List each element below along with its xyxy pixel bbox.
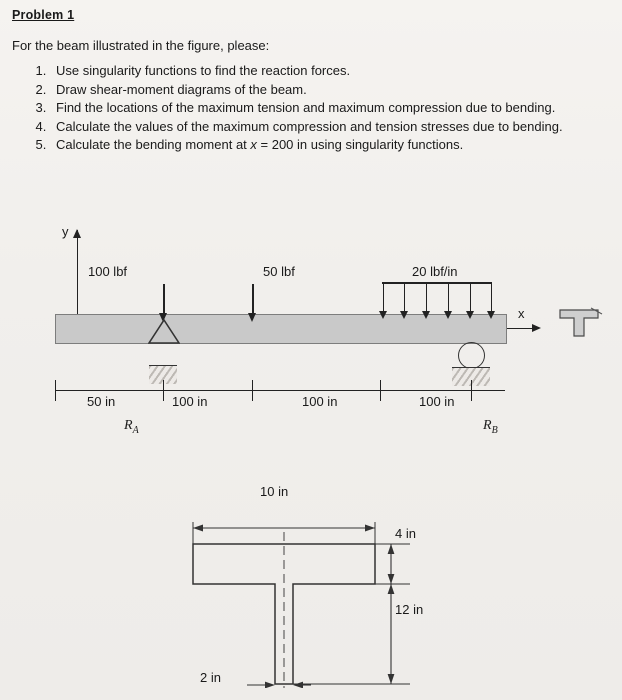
distributed-load-arrow [448, 282, 449, 312]
y-axis-label: y [62, 224, 69, 239]
dimension-line [55, 390, 505, 391]
step5-suffix: = 200 in using singularity functions. [256, 137, 464, 153]
cross-section-web-thickness-label: 2 in [200, 670, 221, 685]
list-item: 2. Draw shear-moment diagrams of the beam. [50, 81, 563, 100]
dimension-label-2: 100 in [172, 394, 208, 409]
x-axis-label: x [518, 306, 525, 321]
load-label-20lbfin: 20 lbf/in [412, 264, 458, 279]
dimension-tick [252, 380, 253, 401]
tee-section-icon [558, 306, 606, 340]
cross-section-width-label: 10 in [260, 484, 289, 499]
pin-support-icon [148, 342, 178, 365]
reaction-label-b: $R_B$ [483, 418, 498, 436]
y-axis-arrow [77, 230, 78, 316]
distributed-load-arrow [404, 282, 405, 312]
distributed-load-arrow [470, 282, 471, 312]
task-list [28, 62, 563, 155]
dimension-tick [471, 380, 472, 401]
distributed-load-line [382, 282, 492, 284]
roller-support-icon [458, 342, 485, 369]
cross-section-flange-thickness-label: 4 in [395, 526, 416, 541]
list-item: 1. Use singularity functions to find the reaction forces. [50, 62, 563, 81]
dimension-tick [380, 380, 381, 401]
dimension-tick [163, 380, 164, 401]
dimension-label-1: 50 in [87, 394, 116, 409]
point-load-arrow-50lbf [252, 284, 254, 314]
dimension-tick [55, 380, 56, 401]
list-item: 3. Find the locations of the maximum tension and maximum compression due to bending. [50, 99, 563, 118]
distributed-load-arrow [426, 282, 427, 312]
load-label-100lbf: 100 lbf [88, 264, 128, 279]
cross-section-web-height-label: 12 in [395, 602, 424, 617]
point-load-arrow-100lbf [163, 284, 165, 314]
load-label-50lbf: 50 lbf [263, 264, 295, 279]
step5-variable: x [250, 137, 257, 153]
intro-text: For the beam illustrated in the figure, please: [12, 38, 270, 53]
list-item [50, 136, 563, 155]
list-item: 4. Calculate the values of the maximum compression and tension stresses due to bending. [50, 118, 563, 137]
beam-diagram [0, 222, 622, 452]
step5-prefix: Calculate the bending moment at [56, 137, 251, 153]
distributed-load-arrow [383, 282, 384, 312]
cross-section-diagram [0, 470, 622, 700]
page-title: Problem 1 [12, 8, 75, 22]
distributed-load-arrow [491, 282, 492, 312]
x-axis-arrow [505, 328, 539, 329]
dimension-label-4: 100 in [419, 394, 455, 409]
dimension-label-3: 100 in [302, 394, 338, 409]
reaction-label-a: $R_A$ [124, 418, 139, 436]
beam-body [55, 314, 507, 344]
